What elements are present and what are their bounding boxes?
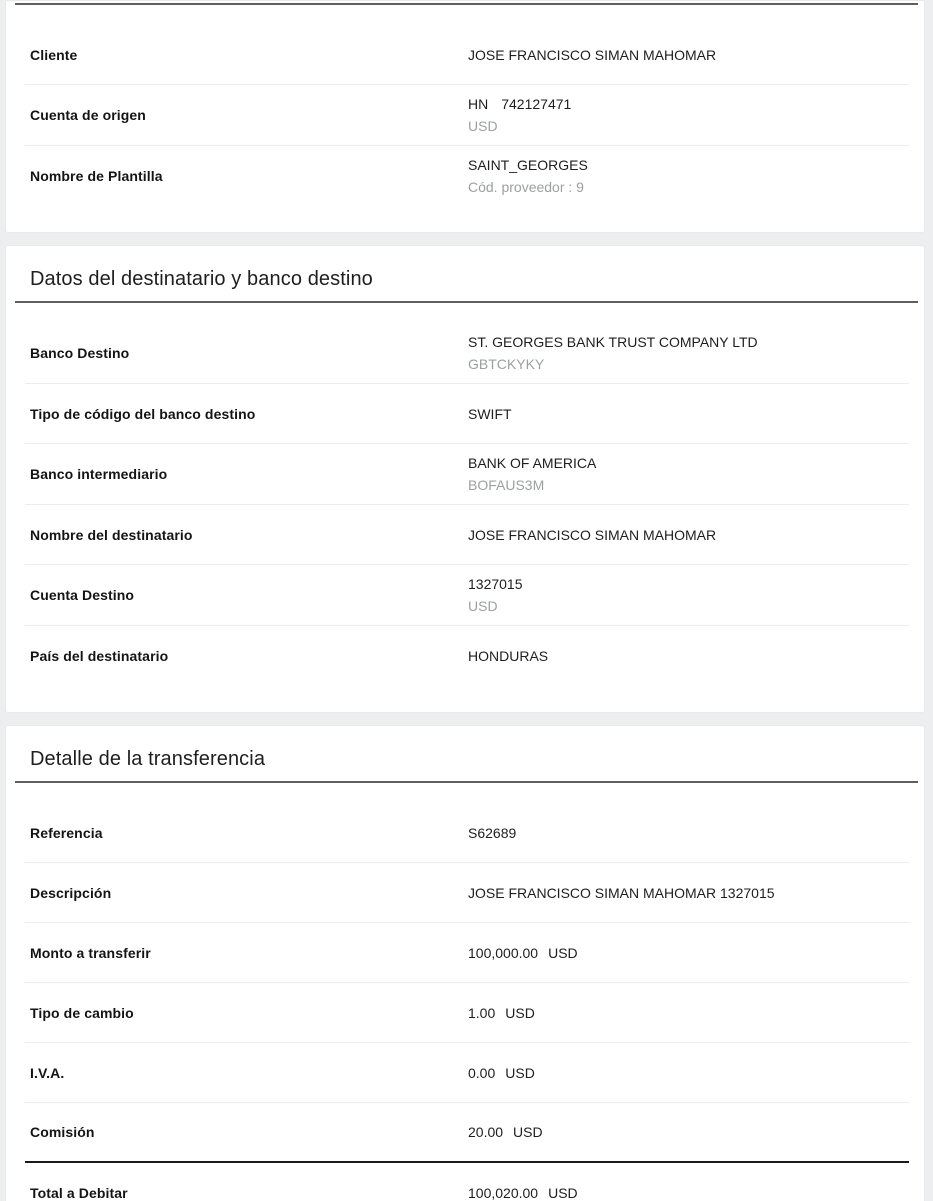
plantilla-provider-code: Cód. proveedor : 9 bbox=[468, 179, 584, 195]
card-transferencia bbox=[5, 725, 925, 1201]
row-descripcion bbox=[25, 863, 909, 923]
cuenta-destino-currency: USD bbox=[468, 598, 498, 614]
row-plantilla bbox=[25, 146, 909, 206]
row-tipo-cambio bbox=[25, 983, 909, 1043]
comision-amount: 20.00 bbox=[468, 1124, 504, 1140]
cuenta-origen-number-line bbox=[468, 93, 571, 115]
destinatario-header bbox=[6, 246, 924, 303]
row-cliente bbox=[25, 25, 909, 85]
total-amount: 100,020.00 bbox=[468, 1185, 539, 1201]
transferencia-header bbox=[6, 726, 924, 783]
row-referencia bbox=[25, 803, 909, 863]
referencia-label: Referencia bbox=[30, 824, 103, 841]
banco-destino-swift-code: GBTCKYKY bbox=[468, 356, 545, 372]
plantilla-name: SAINT_GEORGES bbox=[468, 157, 588, 173]
destinatario-rows bbox=[25, 323, 909, 686]
iva-label: I.V.A. bbox=[30, 1064, 65, 1081]
banco-intermediario-value bbox=[468, 452, 596, 496]
cuenta-origen-value bbox=[468, 93, 571, 137]
comision-value bbox=[468, 1121, 543, 1143]
card-origin bbox=[5, 0, 925, 233]
card-destinatario bbox=[5, 245, 925, 713]
row-tipo-codigo bbox=[25, 384, 909, 444]
row-pais-destinatario bbox=[25, 626, 909, 686]
banco-destino-value bbox=[468, 331, 758, 375]
tipo-cambio-amount: 1.00 bbox=[468, 1004, 496, 1021]
referencia-value: S62689 bbox=[468, 824, 517, 841]
section-rule bbox=[15, 781, 918, 783]
cuenta-origen-number: 742127471 bbox=[501, 96, 572, 112]
total-label: Total a Debitar bbox=[30, 1185, 128, 1201]
iva-value bbox=[468, 1062, 535, 1084]
tipo-cambio-currency: USD bbox=[505, 1004, 535, 1021]
monto-amount: 100,000.00 bbox=[468, 944, 539, 961]
banco-intermediario-label: Banco intermediario bbox=[30, 466, 168, 482]
monto-value bbox=[468, 942, 578, 964]
monto-label: Monto a transferir bbox=[30, 944, 151, 961]
cuenta-destino-value bbox=[468, 573, 523, 617]
cuenta-destino-label: Cuenta Destino bbox=[30, 587, 135, 603]
nombre-destinatario-value: JOSE FRANCISCO SIMAN MAHOMAR bbox=[468, 526, 717, 543]
origin-rows bbox=[25, 25, 909, 206]
comision-label: Comisión bbox=[30, 1124, 95, 1140]
total-currency: USD bbox=[548, 1185, 578, 1201]
comision-currency: USD bbox=[513, 1124, 543, 1140]
banco-destino-name: ST. GEORGES BANK TRUST COMPANY LTD bbox=[468, 334, 758, 350]
row-comision bbox=[25, 1103, 909, 1163]
plantilla-value bbox=[468, 154, 588, 198]
cliente-label: Cliente bbox=[30, 46, 78, 63]
section-rule bbox=[15, 3, 918, 5]
section-rule bbox=[15, 301, 918, 303]
cuenta-origen-country: HN bbox=[468, 96, 489, 112]
row-monto bbox=[25, 923, 909, 983]
cliente-value: JOSE FRANCISCO SIMAN MAHOMAR bbox=[468, 46, 717, 63]
descripcion-label: Descripción bbox=[30, 884, 112, 901]
tipo-cambio-value bbox=[468, 1002, 535, 1024]
transferencia-section-title: Detalle de la transferencia bbox=[30, 748, 266, 770]
row-cuenta-origen bbox=[25, 85, 909, 146]
transferencia-rows bbox=[25, 803, 909, 1201]
row-nombre-destinatario bbox=[25, 505, 909, 565]
cuenta-destino-number: 1327015 bbox=[468, 576, 523, 592]
pais-value: HONDURAS bbox=[468, 648, 549, 664]
cuenta-origen-label: Cuenta de origen bbox=[30, 107, 146, 123]
row-cuenta-destino bbox=[25, 565, 909, 626]
cuenta-origen-currency: USD bbox=[468, 118, 498, 134]
banco-intermediario-swift-code: BOFAUS3M bbox=[468, 477, 545, 493]
row-banco-intermediario bbox=[25, 444, 909, 505]
banco-intermediario-name: BANK OF AMERICA bbox=[468, 455, 597, 471]
iva-currency: USD bbox=[505, 1064, 535, 1081]
nombre-destinatario-label: Nombre del destinatario bbox=[30, 526, 193, 543]
row-iva bbox=[25, 1043, 909, 1103]
tipo-codigo-value: SWIFT bbox=[468, 405, 512, 422]
row-total-debitar bbox=[25, 1163, 909, 1201]
iva-amount: 0.00 bbox=[468, 1064, 496, 1081]
destinatario-section-title: Datos del destinatario y banco destino bbox=[30, 268, 373, 290]
pais-label: País del destinatario bbox=[30, 648, 169, 664]
monto-currency: USD bbox=[548, 944, 578, 961]
banco-destino-label: Banco Destino bbox=[30, 345, 130, 361]
plantilla-label: Nombre de Plantilla bbox=[30, 168, 163, 184]
tipo-cambio-label: Tipo de cambio bbox=[30, 1004, 134, 1021]
total-value bbox=[468, 1182, 578, 1201]
row-banco-destino bbox=[25, 323, 909, 384]
descripcion-value: JOSE FRANCISCO SIMAN MAHOMAR 1327015 bbox=[468, 884, 775, 901]
tipo-codigo-label: Tipo de código del banco destino bbox=[30, 405, 256, 422]
